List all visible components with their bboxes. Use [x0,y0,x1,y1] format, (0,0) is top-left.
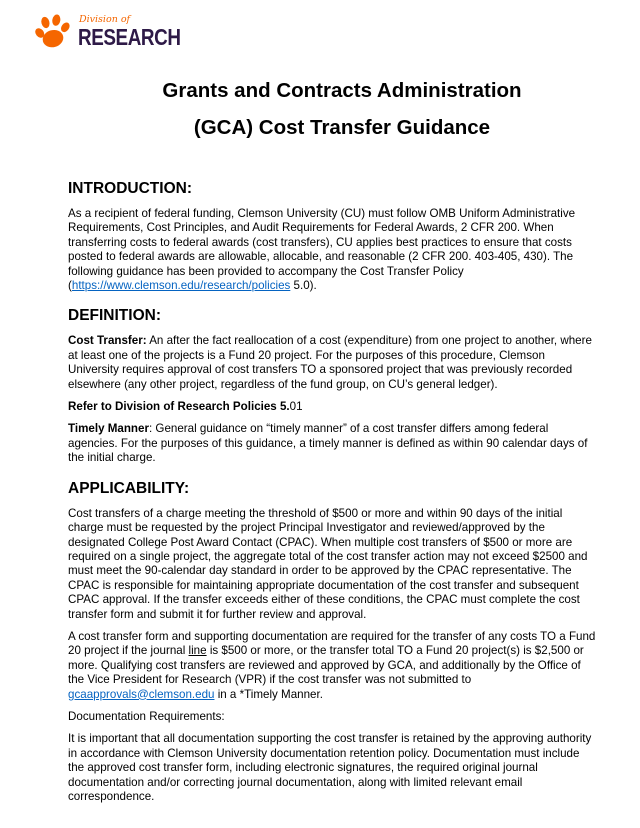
documentation-requirements-label: Documentation Requirements: [68,709,225,723]
logo-research-text: RESEARCH [78,23,181,50]
cost-transfer-text: An after the fact reallocation of a cost (expenditure) from one project to another, where at least one of the projects is a Fund 20 project. For the purposes of this procedure, Clemson University requires approval of cost transfers TO a sponsored project that was previously recorded elsewhere (any other project, regardless of the fund group, on CU’s general ledger). [68,334,592,391]
para2-text-c: in a *Timely Manner. [214,687,323,701]
cost-transfer-label: Cost Transfer: [68,334,147,348]
introduction-section [68,180,598,293]
document-body [68,180,598,818]
policies-link[interactable]: https://www.clemson.edu/research/policies [71,279,291,293]
para2-text-b: is $500 or more, or the transfer total TO a Fund 20 project(s) is $2,500 or more. Qualifying cost transfers are reviewed and approved by GCA, and additionally by the Office of the Vice President for Research (VPR) if the cost transfer was not submitted to [68,644,584,687]
refer-policies-number: 01 [289,400,303,414]
timely-manner-text: : General guidance on “timely manner” of a cost transfer differs among federal agencies. For the purposes of this guidance, a timely manner is defined as within 90 calendar days of the initial charge. [68,422,588,465]
refer-policies-bold: Refer to Division of Research Policies 5. [68,400,290,414]
applicability-section [68,480,598,805]
document-title-line1: Grants and Contracts Administration [162,79,522,102]
cost-transfer-definition [68,334,598,392]
applicability-heading: APPLICABILITY: [68,479,190,497]
timely-manner-label: Timely Manner [68,422,149,436]
definition-heading: DEFINITION: [68,307,161,325]
gca-approvals-email-link[interactable]: gcaapprovals@clemson.edu [68,687,215,701]
applicability-paragraph-2 [68,630,598,702]
timely-manner-definition [68,422,598,465]
definition-section [68,307,598,465]
division-of-research-logo [34,14,203,50]
introduction-heading: INTRODUCTION: [68,180,192,197]
para2-text-a: A cost transfer form and supporting documentation are required for the transfer of any costs TO a Fund 20 project if the journal [68,629,596,658]
documentation-requirements-paragraph: It is important that all documentation supporting the cost transfer is retained by the approving authority in accordance with Clemson University documentation retention policy. Documentation must include the approved cost transfer form, including electronic signatures, the required original journal documentation and/or correcting journal documentation, along with limited relevant email correspondence. [68,732,592,803]
document-title-line2: (GCA) Cost Transfer Guidance [193,116,491,139]
tiger-paw-icon [34,14,72,50]
journal-line-underlined: line [188,644,207,658]
logo-division-text: Division of [79,14,131,26]
introduction-text-end: 5.0). [290,279,317,293]
introduction-text: As a recipient of federal funding, Clemson University (CU) must follow OMB Uniform Administrative Requirements, Cost Principles, and Audit Requirements for Federal Awards, 2 CFR 200. When transferring costs to federal awards (cost transfers), CU applies best practices to ensure that costs posted to federal awards are allowable, allocable, and reasonable (2 CFR 200. 403-405, 430). The following guidance has been provided to accompany the Cost Transfer Policy ( [68,207,576,293]
refer-policies-line [68,400,598,414]
applicability-paragraph-1: Cost transfers of a charge meeting the threshold of $500 or more and within 90 days of the initial charge must be requested by the project Principal Investigator and reviewed/approved by the designated College Post Award Contact (CPAC). When multiple cost transfers of $500 or more are required on a single project, the aggregate total of the cost transfer action may not exceed $2500 and must meet the 90-calendar day standard in order to be approved by the CPAC representative. The CPAC is responsible for maintaining appropriate documentation of the cost transfer and subsequent CPAC approval. If the transfer exceeds either of these conditions, the CPAC must complete the cost transfer form and submit it for further review and approval. [68,506,588,621]
introduction-paragraph [68,207,598,293]
